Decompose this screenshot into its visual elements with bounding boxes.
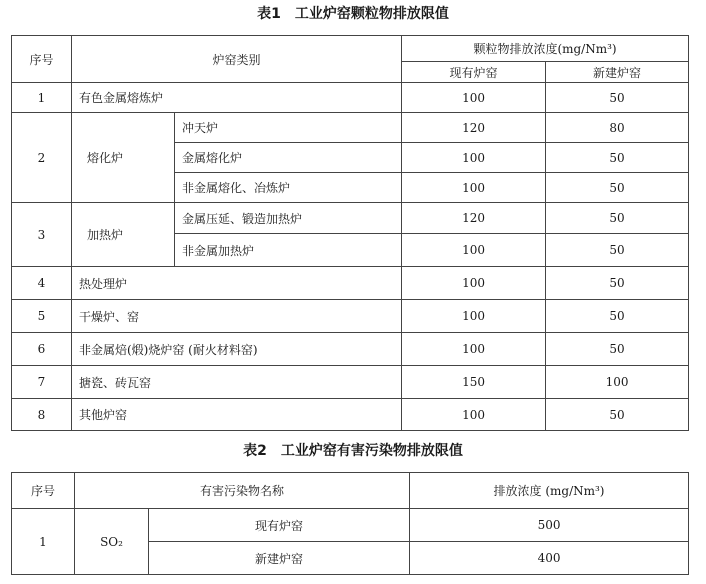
cell-existing: 100	[402, 173, 546, 203]
table-row	[12, 300, 689, 333]
cell-new: 50	[546, 203, 689, 234]
particulate-limits-table	[11, 35, 689, 431]
header-category: 炉窑类别	[72, 36, 402, 83]
cell-seq: 5	[12, 300, 72, 333]
cell-existing: 150	[402, 366, 546, 399]
cell-existing: 100	[402, 399, 546, 431]
table-row	[12, 83, 689, 113]
table-row	[12, 267, 689, 300]
cell-limit-value: 400	[410, 542, 689, 575]
table-row	[12, 509, 689, 542]
cell-seq: 8	[12, 399, 72, 431]
table-row	[12, 366, 689, 399]
cell-subcategory: 非金属加热炉	[175, 234, 402, 267]
cell-kiln-type: 现有炉窑	[149, 509, 410, 542]
header-limit: 排放浓度 (mg/Nm³)	[410, 473, 689, 509]
cell-new: 50	[546, 83, 689, 113]
cell-category: 其他炉窑	[72, 399, 402, 431]
cell-subcategory: 金属熔化炉	[175, 143, 402, 173]
table-header-row	[12, 473, 689, 509]
cell-existing: 100	[402, 234, 546, 267]
table-row	[12, 333, 689, 366]
header-seq: 序号	[12, 36, 72, 83]
table-row	[12, 203, 689, 234]
table-row	[12, 399, 689, 431]
cell-category: 干燥炉、窑	[72, 300, 402, 333]
cell-category: 有色金属熔炼炉	[72, 83, 402, 113]
cell-category: 热处理炉	[72, 267, 402, 300]
cell-new: 50	[546, 267, 689, 300]
cell-seq: 2	[12, 113, 72, 203]
cell-seq: 6	[12, 333, 72, 366]
cell-new: 50	[546, 143, 689, 173]
cell-new: 50	[546, 173, 689, 203]
header-pollutant-name: 有害污染物名称	[75, 473, 410, 509]
cell-existing: 100	[402, 267, 546, 300]
cell-existing: 120	[402, 203, 546, 234]
cell-group: 加热炉	[72, 203, 175, 267]
cell-new: 50	[546, 300, 689, 333]
cell-subcategory: 非金属熔化、冶炼炉	[175, 173, 402, 203]
cell-category: 搪瓷、砖瓦窑	[72, 366, 402, 399]
cell-seq: 1	[12, 509, 75, 575]
table2-caption: 表2 工业炉窑有害污染物排放限值	[243, 443, 463, 459]
cell-new: 50	[546, 399, 689, 431]
cell-seq: 3	[12, 203, 72, 267]
header-seq: 序号	[12, 473, 75, 509]
cell-limit-value: 500	[410, 509, 689, 542]
cell-subcategory: 冲天炉	[175, 113, 402, 143]
cell-seq: 7	[12, 366, 72, 399]
cell-new: 100	[546, 366, 689, 399]
cell-existing: 120	[402, 113, 546, 143]
cell-pollutant: SO₂	[75, 509, 149, 575]
header-existing: 现有炉窑	[402, 62, 546, 83]
cell-new: 50	[546, 234, 689, 267]
header-limit-group: 颗粒物排放浓度(mg/Nm³)	[402, 36, 689, 62]
cell-subcategory: 金属压延、锻造加热炉	[175, 203, 402, 234]
cell-existing: 100	[402, 333, 546, 366]
cell-existing: 100	[402, 300, 546, 333]
cell-seq: 4	[12, 267, 72, 300]
cell-new: 50	[546, 333, 689, 366]
cell-category: 非金属焙(煅)烧炉窑 (耐火材料窑)	[72, 333, 402, 366]
cell-new: 80	[546, 113, 689, 143]
cell-seq: 1	[12, 83, 72, 113]
cell-group: 熔化炉	[72, 113, 175, 203]
table-header-row	[12, 36, 689, 62]
hazardous-pollutant-limits-table	[11, 472, 689, 575]
cell-existing: 100	[402, 83, 546, 113]
cell-existing: 100	[402, 143, 546, 173]
header-new: 新建炉窑	[546, 62, 689, 83]
table-row	[12, 113, 689, 143]
cell-kiln-type: 新建炉窑	[149, 542, 410, 575]
table1-caption: 表1 工业炉窑颗粒物排放限值	[257, 6, 449, 22]
